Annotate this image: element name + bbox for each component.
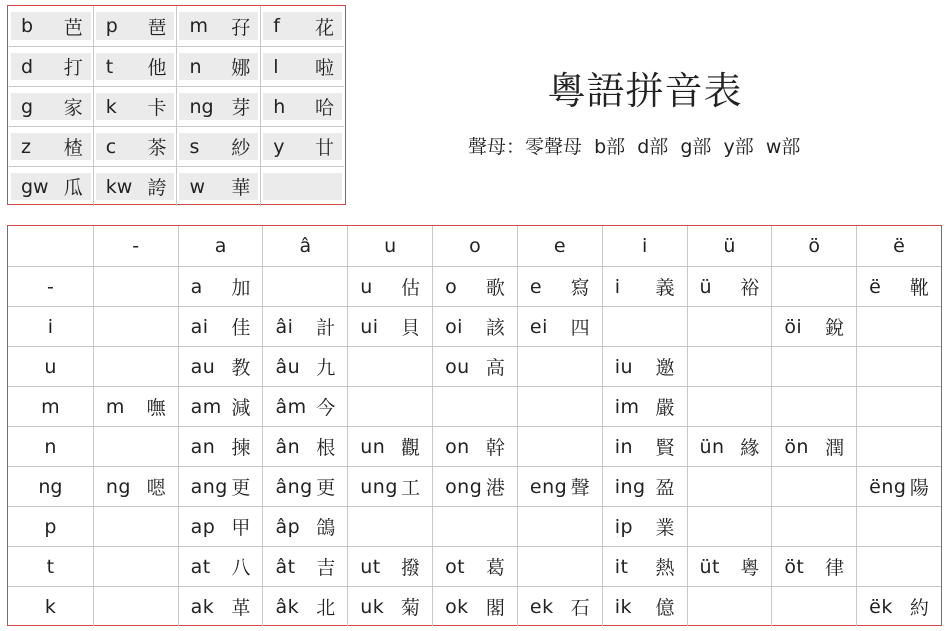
final-cell xyxy=(262,427,347,466)
finals-column-header: â xyxy=(262,226,347,266)
initial-cell xyxy=(260,127,344,166)
final-cell xyxy=(602,307,687,346)
final-cell xyxy=(602,427,687,466)
final-cell xyxy=(602,267,687,306)
final-romanization: eng xyxy=(529,475,568,498)
final-character: 撥 xyxy=(401,557,421,579)
initial-character: 華 xyxy=(231,177,251,199)
final-romanization: ak xyxy=(190,595,215,618)
initial-cell xyxy=(176,47,260,86)
initial-romanization: z xyxy=(21,135,31,158)
final-cell xyxy=(856,467,941,506)
final-character: 八 xyxy=(231,557,251,579)
final-cell xyxy=(517,507,602,546)
final-cell xyxy=(856,507,941,546)
final-romanization: âng xyxy=(275,475,313,498)
final-character: 聲 xyxy=(570,477,590,499)
finals-column-header: i xyxy=(602,226,687,266)
final-romanization: ang xyxy=(190,475,228,498)
final-romanization: ut xyxy=(360,555,381,578)
final-cell xyxy=(347,387,432,426)
finals-row-label: ng xyxy=(38,475,63,498)
final-romanization: ot xyxy=(445,555,466,578)
final-romanization: a xyxy=(190,275,203,298)
final-romanization: ëng xyxy=(869,475,907,498)
initial-cell xyxy=(93,87,177,126)
final-character: 盈 xyxy=(655,477,675,499)
initial-cell xyxy=(260,6,344,46)
final-character: 裕 xyxy=(740,277,760,299)
finals-row-label: u xyxy=(44,355,57,378)
initial-cell xyxy=(9,47,93,86)
final-character: 佳 xyxy=(231,317,251,339)
initial-cell xyxy=(93,6,177,46)
final-cell xyxy=(178,587,263,626)
final-romanization: ip xyxy=(614,515,634,538)
final-cell xyxy=(687,387,772,426)
final-cell xyxy=(93,267,178,306)
final-character: 銳 xyxy=(825,317,845,339)
initial-romanization: k xyxy=(105,95,117,118)
final-cell xyxy=(178,307,263,346)
initial-character: 廿 xyxy=(314,137,334,159)
initials-row xyxy=(9,126,344,166)
initial-romanization: gw xyxy=(21,175,49,198)
final-character: 嚴 xyxy=(655,397,675,419)
final-character: 觀 xyxy=(401,437,421,459)
final-cell xyxy=(347,347,432,386)
final-romanization: e xyxy=(529,275,543,298)
initial-cell xyxy=(9,6,93,46)
finals-column-header: a xyxy=(178,226,263,266)
initial-romanization: kw xyxy=(105,175,133,198)
final-character: 估 xyxy=(401,277,421,299)
final-romanization: âi xyxy=(275,315,294,338)
final-romanization: ei xyxy=(529,315,548,338)
final-cell xyxy=(347,587,432,626)
final-character: 更 xyxy=(231,477,251,499)
initial-cell xyxy=(176,127,260,166)
final-cell xyxy=(687,267,772,306)
final-cell xyxy=(687,587,772,626)
final-character: 寫 xyxy=(570,277,590,299)
final-cell xyxy=(432,427,517,466)
final-cell xyxy=(602,387,687,426)
final-character: 揀 xyxy=(231,437,251,459)
finals-row-label: - xyxy=(46,275,54,298)
finals-column-header: e xyxy=(517,226,602,266)
final-character: 今 xyxy=(316,397,336,419)
final-cell xyxy=(517,347,602,386)
final-character: 北 xyxy=(316,597,336,619)
final-romanization: un xyxy=(360,435,386,458)
final-romanization: ân xyxy=(275,435,301,458)
final-character: 律 xyxy=(825,557,845,579)
page-subtitle: 聲母：零聲母 b部 d部 g部 y部 w部 xyxy=(468,136,801,158)
initial-character: 卡 xyxy=(147,97,167,119)
final-romanization: âk xyxy=(275,595,300,618)
initial-cell xyxy=(93,127,177,166)
initial-romanization: l xyxy=(273,55,279,78)
final-cell xyxy=(93,347,178,386)
initial-cell xyxy=(176,87,260,126)
final-character: 約 xyxy=(909,597,929,619)
final-cell xyxy=(178,427,263,466)
final-cell xyxy=(856,427,941,466)
finals-header-row xyxy=(8,226,941,266)
finals-row xyxy=(8,306,941,346)
final-character: 億 xyxy=(655,597,675,619)
final-romanization: ng xyxy=(105,475,131,498)
final-character: 計 xyxy=(316,317,336,339)
finals-row xyxy=(8,386,941,426)
final-cell xyxy=(687,507,772,546)
finals-row-label: i xyxy=(47,315,54,338)
page-title: 粵語拼音表 xyxy=(547,69,743,113)
final-romanization: ün xyxy=(699,435,725,458)
initial-character: 琶 xyxy=(147,16,167,39)
final-cell xyxy=(178,507,263,546)
finals-column-header: ü xyxy=(687,226,772,266)
final-romanization: öt xyxy=(784,555,805,578)
final-cell xyxy=(178,547,263,586)
finals-table xyxy=(7,225,942,626)
initial-romanization: d xyxy=(21,55,34,78)
final-romanization: âu xyxy=(275,355,301,378)
initial-character: 誇 xyxy=(147,177,167,199)
final-cell xyxy=(178,267,263,306)
final-romanization: it xyxy=(614,555,629,578)
final-cell xyxy=(347,427,432,466)
final-cell xyxy=(262,507,347,546)
initial-romanization: g xyxy=(21,95,34,118)
initial-romanization: m xyxy=(189,15,208,37)
final-character: 甲 xyxy=(231,517,251,539)
final-cell xyxy=(602,547,687,586)
final-cell xyxy=(771,507,856,546)
final-cell xyxy=(432,347,517,386)
final-cell xyxy=(687,347,772,386)
final-cell xyxy=(432,547,517,586)
final-character: 緣 xyxy=(740,437,760,459)
initial-cell xyxy=(176,167,260,206)
final-character: 減 xyxy=(231,397,251,419)
finals-row xyxy=(8,346,941,386)
initial-character: 打 xyxy=(63,57,83,79)
initial-cell xyxy=(9,87,93,126)
initial-character: 花 xyxy=(314,16,334,39)
final-cell xyxy=(93,507,178,546)
initial-romanization: b xyxy=(21,15,34,37)
final-romanization: in xyxy=(614,435,634,458)
initial-romanization: n xyxy=(189,55,202,78)
initial-romanization: p xyxy=(105,15,118,37)
finals-column-header: ö xyxy=(771,226,856,266)
finals-row-label: m xyxy=(41,395,60,418)
finals-row xyxy=(8,466,941,506)
finals-column-header: ë xyxy=(856,226,941,266)
final-romanization: iu xyxy=(614,355,634,378)
initial-cell xyxy=(9,167,93,206)
final-character: 根 xyxy=(316,437,336,459)
initial-cell xyxy=(260,47,344,86)
initial-character: 芭 xyxy=(63,16,83,39)
final-romanization: ui xyxy=(360,315,379,338)
final-cell xyxy=(347,467,432,506)
initial-character: 哈 xyxy=(314,97,334,119)
final-character: 吉 xyxy=(316,557,336,579)
final-cell xyxy=(347,307,432,346)
final-cell xyxy=(262,387,347,426)
final-romanization: ü xyxy=(699,275,713,298)
finals-row-label: p xyxy=(44,515,57,538)
initial-character: 孖 xyxy=(231,16,251,39)
finals-row-label: t xyxy=(46,555,55,578)
finals-row xyxy=(8,506,941,546)
final-character: 鴿 xyxy=(316,517,336,539)
finals-row xyxy=(8,266,941,306)
final-character: 更 xyxy=(316,477,336,499)
final-romanization: âm xyxy=(275,395,307,418)
initial-cell xyxy=(9,127,93,166)
final-character: 幹 xyxy=(485,437,505,459)
initial-romanization: y xyxy=(273,135,285,158)
final-cell xyxy=(856,587,941,626)
final-romanization: ëk xyxy=(869,595,893,618)
final-character: 潤 xyxy=(825,437,845,459)
finals-column-header: u xyxy=(347,226,432,266)
final-romanization: u xyxy=(360,275,373,298)
final-romanization: am xyxy=(190,395,222,418)
final-cell xyxy=(93,307,178,346)
final-character: 熱 xyxy=(655,557,675,579)
final-cell xyxy=(856,267,941,306)
final-cell xyxy=(432,507,517,546)
initial-cell xyxy=(260,167,344,206)
final-cell xyxy=(771,267,856,306)
final-cell xyxy=(347,547,432,586)
final-cell xyxy=(178,467,263,506)
initial-romanization: f xyxy=(273,15,280,37)
final-character: 葛 xyxy=(485,557,505,579)
final-cell xyxy=(93,587,178,626)
initial-romanization: w xyxy=(189,175,206,198)
initial-character: 茶 xyxy=(147,137,167,159)
final-character: 靴 xyxy=(909,277,929,299)
initial-cell xyxy=(93,47,177,86)
final-romanization: au xyxy=(190,355,216,378)
final-cell xyxy=(93,467,178,506)
finals-row-label: n xyxy=(44,435,57,458)
final-character: 嗯 xyxy=(146,477,166,499)
final-character: 粵 xyxy=(740,557,760,579)
final-romanization: ung xyxy=(360,475,398,498)
initials-table xyxy=(7,5,346,205)
final-character: 菊 xyxy=(401,597,421,619)
initial-cell xyxy=(176,6,260,46)
final-cell xyxy=(93,427,178,466)
final-character: 教 xyxy=(231,357,251,379)
final-cell xyxy=(262,307,347,346)
final-cell xyxy=(771,307,856,346)
final-romanization: i xyxy=(614,275,621,298)
initial-character: 家 xyxy=(63,97,83,119)
final-cell xyxy=(432,267,517,306)
final-romanization: m xyxy=(105,395,125,418)
final-cell xyxy=(856,347,941,386)
final-cell xyxy=(517,427,602,466)
final-cell xyxy=(517,587,602,626)
finals-column-header: - xyxy=(93,226,178,266)
final-cell xyxy=(262,347,347,386)
final-character: 業 xyxy=(655,517,675,539)
final-romanization: o xyxy=(445,275,458,298)
final-character: 高 xyxy=(485,357,505,379)
final-romanization: ek xyxy=(529,595,554,618)
final-romanization: im xyxy=(614,395,640,418)
final-character: 陽 xyxy=(909,477,929,499)
final-character: 邀 xyxy=(655,357,675,379)
final-character: 該 xyxy=(485,317,505,339)
initials-row xyxy=(9,86,344,126)
final-character: 港 xyxy=(485,477,505,499)
final-character: 九 xyxy=(316,357,336,379)
final-romanization: at xyxy=(190,555,211,578)
final-romanization: ön xyxy=(784,435,809,458)
initial-cell xyxy=(93,167,177,206)
finals-row xyxy=(8,586,941,626)
initial-character: 芽 xyxy=(231,97,251,119)
final-cell xyxy=(602,467,687,506)
final-cell xyxy=(262,267,347,306)
final-character: 石 xyxy=(570,597,590,619)
initials-row xyxy=(9,46,344,86)
final-cell xyxy=(517,547,602,586)
final-romanization: ok xyxy=(445,595,469,618)
finals-column-header xyxy=(8,226,93,266)
initial-character: 啦 xyxy=(314,57,334,79)
finals-row xyxy=(8,546,941,586)
final-cell xyxy=(687,307,772,346)
initial-romanization: ng xyxy=(189,95,214,118)
final-romanization: ik xyxy=(614,595,632,618)
final-cell xyxy=(178,387,263,426)
final-character: 歌 xyxy=(485,277,505,299)
final-cell xyxy=(517,387,602,426)
final-cell xyxy=(687,427,772,466)
final-cell xyxy=(771,387,856,426)
final-romanization: âp xyxy=(275,515,301,538)
initial-romanization: s xyxy=(189,135,200,158)
final-cell xyxy=(771,347,856,386)
finals-row xyxy=(8,426,941,466)
initial-character: 紗 xyxy=(231,137,251,159)
initial-romanization: c xyxy=(105,135,117,158)
final-cell xyxy=(856,307,941,346)
final-romanization: on xyxy=(445,435,470,458)
final-cell xyxy=(687,467,772,506)
final-character: 四 xyxy=(570,317,590,339)
final-cell xyxy=(602,507,687,546)
final-romanization: öi xyxy=(784,315,803,338)
final-cell xyxy=(178,347,263,386)
final-romanization: ë xyxy=(869,275,882,298)
final-character: 工 xyxy=(401,477,421,499)
final-romanization: üt xyxy=(699,555,720,578)
final-romanization: uk xyxy=(360,595,385,618)
final-cell xyxy=(432,307,517,346)
final-romanization: ai xyxy=(190,315,209,338)
finals-row-label: k xyxy=(44,595,56,618)
final-cell xyxy=(93,387,178,426)
final-romanization: ou xyxy=(445,355,470,378)
final-romanization: an xyxy=(190,435,216,458)
initials-row xyxy=(9,166,344,206)
initial-character: 他 xyxy=(147,57,167,79)
final-character: 閣 xyxy=(485,597,505,619)
initial-romanization: t xyxy=(105,55,114,78)
final-cell xyxy=(517,467,602,506)
initial-character: 瓜 xyxy=(63,177,83,199)
final-cell xyxy=(856,547,941,586)
final-character: 革 xyxy=(231,597,251,619)
final-cell xyxy=(93,547,178,586)
final-character: 義 xyxy=(655,277,675,299)
final-cell xyxy=(347,267,432,306)
final-cell xyxy=(262,467,347,506)
final-character: 嘸 xyxy=(146,397,166,419)
initial-cell xyxy=(260,87,344,126)
finals-column-header: o xyxy=(432,226,517,266)
final-cell xyxy=(771,547,856,586)
final-cell xyxy=(771,467,856,506)
final-romanization: ong xyxy=(445,475,483,498)
initial-romanization: h xyxy=(273,95,286,118)
final-cell xyxy=(602,347,687,386)
initial-character: 楂 xyxy=(63,137,83,159)
final-cell xyxy=(771,427,856,466)
final-cell xyxy=(262,587,347,626)
final-cell xyxy=(432,587,517,626)
final-romanization: ing xyxy=(614,475,646,498)
final-cell xyxy=(432,467,517,506)
final-cell xyxy=(602,587,687,626)
final-romanization: ât xyxy=(275,555,296,578)
final-character: 加 xyxy=(231,277,251,299)
final-romanization: ap xyxy=(190,515,216,538)
final-cell xyxy=(347,507,432,546)
final-romanization: oi xyxy=(445,315,463,338)
initials-row xyxy=(9,6,344,46)
final-cell xyxy=(262,547,347,586)
initial-character: 娜 xyxy=(231,57,251,79)
final-character: 賢 xyxy=(655,437,675,459)
final-cell xyxy=(771,587,856,626)
final-cell xyxy=(432,387,517,426)
final-character: 貝 xyxy=(401,317,421,339)
final-cell xyxy=(517,267,602,306)
final-cell xyxy=(687,547,772,586)
final-cell xyxy=(856,387,941,426)
final-cell xyxy=(517,307,602,346)
